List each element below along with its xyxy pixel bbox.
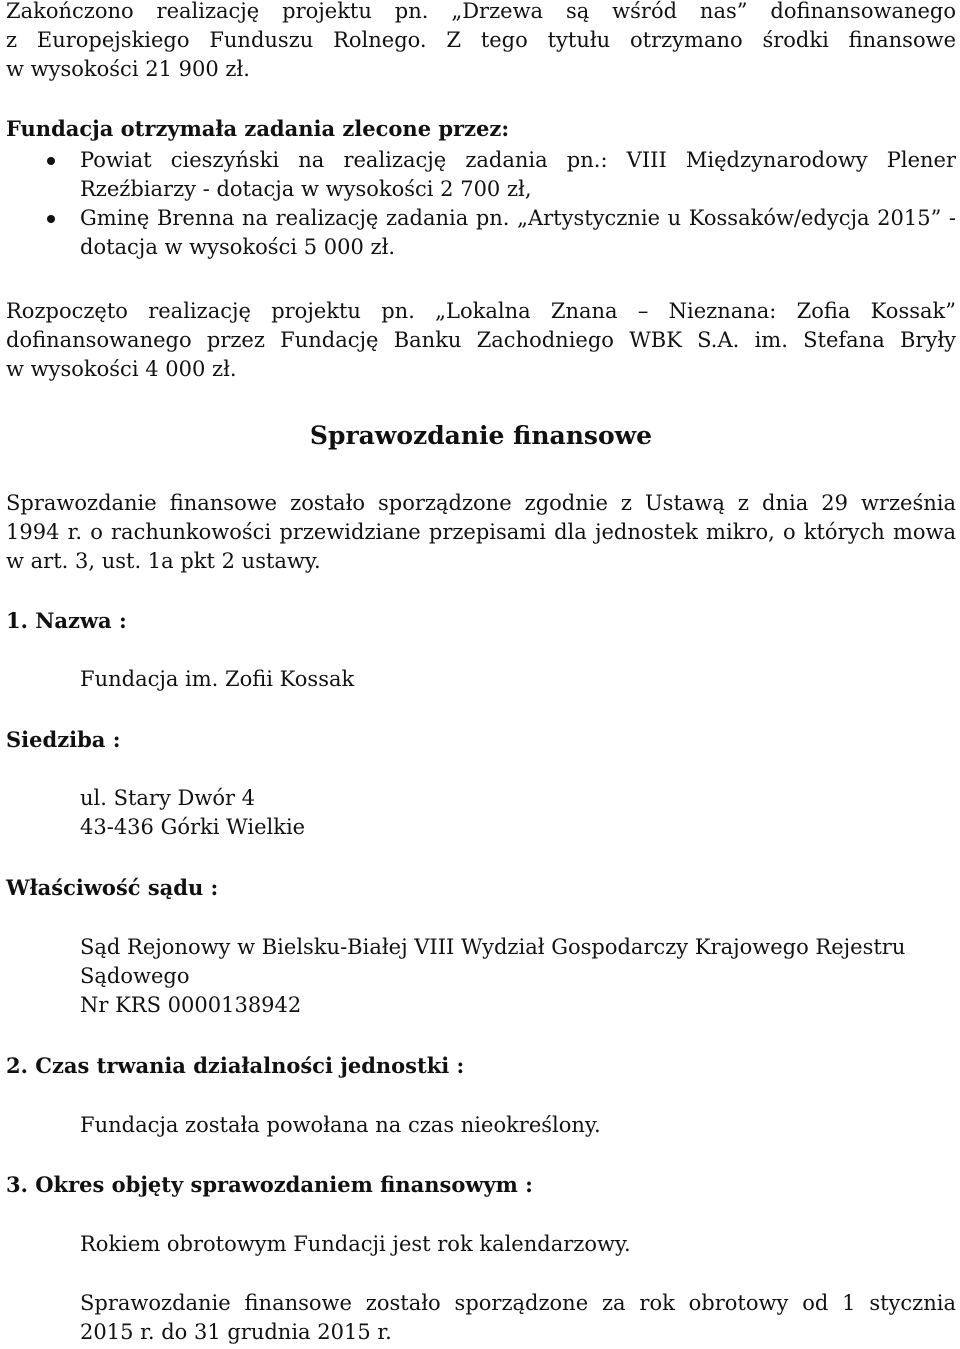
report-line-1: Sprawozdanie finansowe zostało sporządzone zgodnie z Ustawą z dnia 29 września [6,491,956,515]
court-label: Właściwość sądu : [6,875,219,900]
bullet-icon [47,215,55,223]
seat-label: Siedziba : [6,727,121,752]
task-item-2-line-2: dotacja w wysokości 5 000 zł. [80,235,396,259]
section-1-label: 1. Nazwa : [6,608,127,633]
section-3-label: 3. Okres objęty sprawozdaniem finansowym : [6,1172,533,1197]
task-item-1-line-1: Powiat cieszyński na realizację zadania pn.: VIII Międzynarodowy Plener [80,148,956,172]
fiscal-year-text: Rokiem obrotowym Fundacji jest rok kalendarzowy. [80,1232,631,1256]
project-line-2: dofinansowanego przez Fundację Banku Zachodniego WBK S.A. im. Stefana Bryły [6,328,956,352]
organization-name: Fundacja im. Zofii Kossak [80,667,355,691]
section-2-label: 2. Czas trwania działalności jednostki : [6,1053,465,1078]
address-city: 43-436 Górki Wielkie [80,815,306,839]
court-line-2: Sądowego [80,964,190,988]
intro-line-1: Zakończono realizację projektu pn. „Drzewa są wśród nas” dofinansowanego [6,0,956,23]
task-item-2-line-1: Gminę Brenna na realizację zadania pn. „Artystycznie u Kossaków/edycja 2015” - [80,206,956,230]
court-line-1: Sąd Rejonowy w Bielsku-Białej VIII Wydział Gospodarczy Krajowego Rejestru [80,935,906,959]
report-line-2: 1994 r. o rachunkowości przewidziane przepisami dla jednostek mikro, o których mowa [6,520,956,544]
intro-line-2: z Europejskiego Funduszu Rolnego. Z tego tytułu otrzymano środki finansowe [6,28,956,52]
period-line-2: 2015 r. do 31 grudnia 2015 r. [80,1320,392,1344]
task-item-1-line-2: Rzeźbiarzy - dotacja w wysokości 2 700 zł, [80,177,532,201]
period-line-1: Sprawozdanie finansowe zostało sporządzone za rok obrotowy od 1 stycznia [80,1291,956,1315]
krs-number: Nr KRS 0000138942 [80,993,302,1017]
intro-line-3: w wysokości 21 900 zł. [6,57,250,81]
report-title: Sprawozdanie finansowe [309,421,653,450]
report-line-3: w art. 3, ust. 1a pkt 2 ustawy. [6,549,321,573]
project-line-3: w wysokości 4 000 zł. [6,357,237,381]
tasks-heading: Fundacja otrzymała zadania zlecone przez: [6,116,510,141]
address-street: ul. Stary Dwór 4 [80,786,256,810]
duration-text: Fundacja została powołana na czas nieokreślony. [80,1113,601,1137]
bullet-icon [47,157,55,165]
project-line-1: Rozpoczęto realizację projektu pn. „Lokalna Znana – Nieznana: Zofia Kossak” [6,299,956,323]
